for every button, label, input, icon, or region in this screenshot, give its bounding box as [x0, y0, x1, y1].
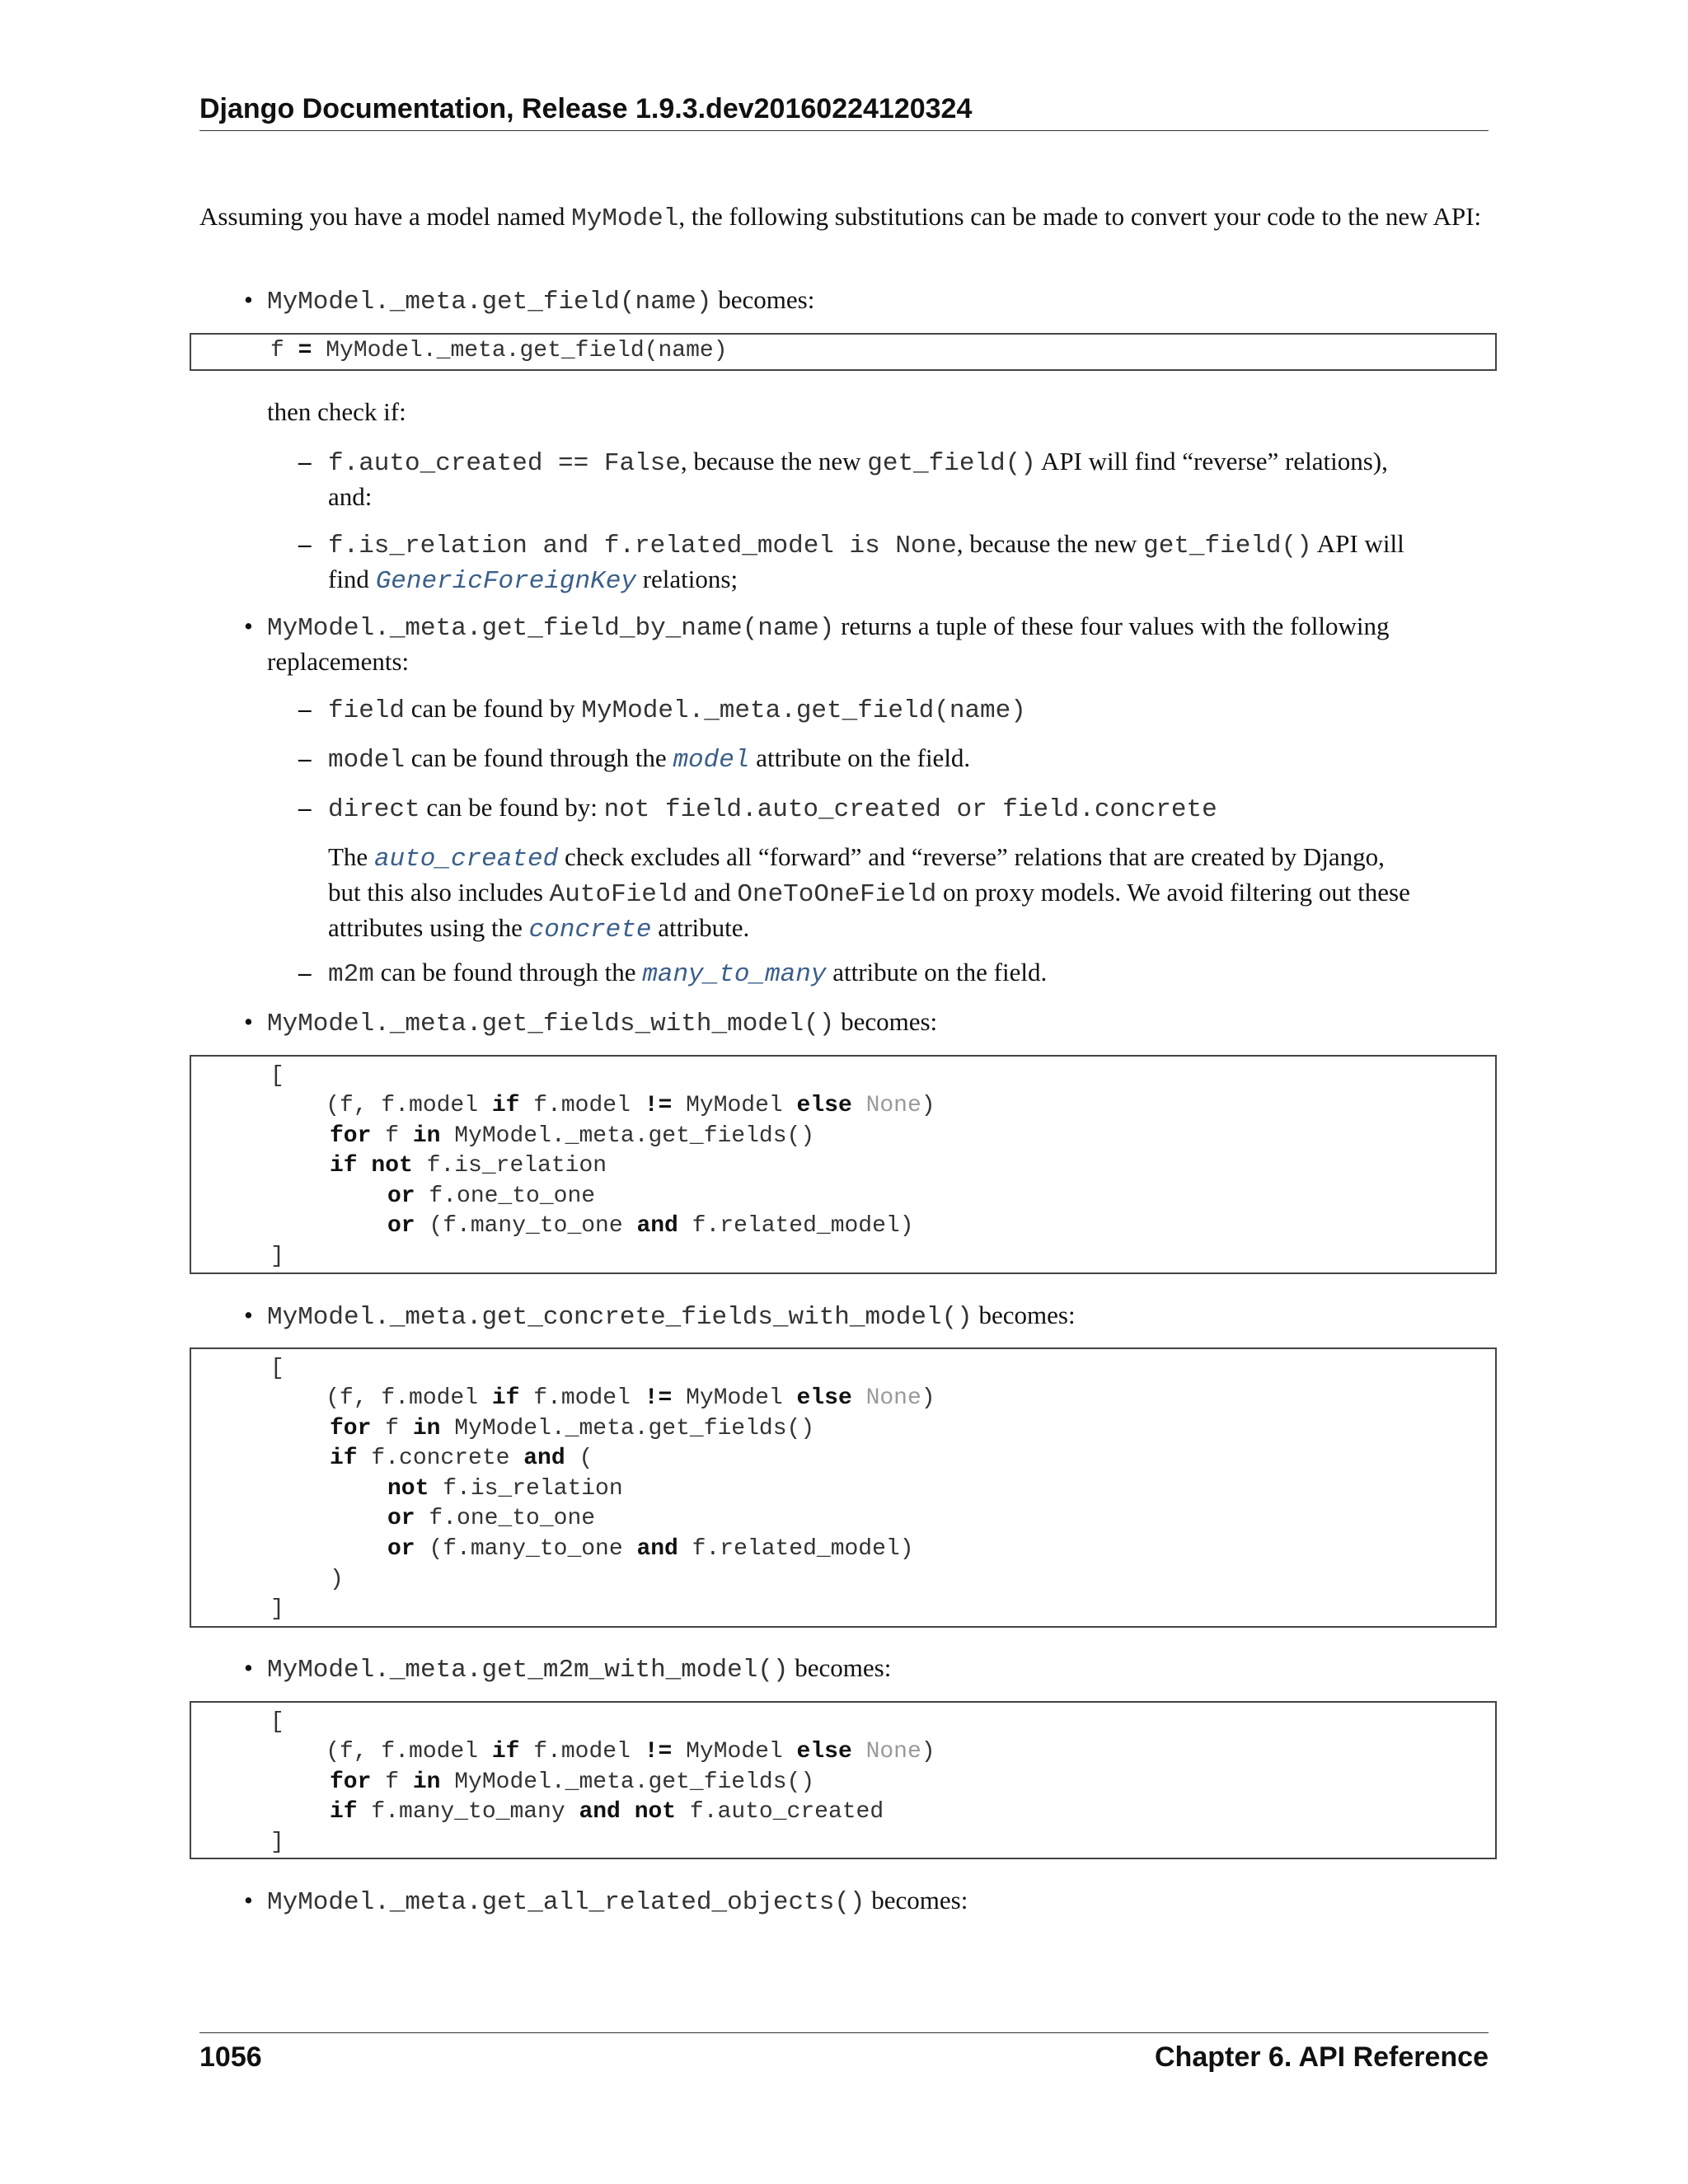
code-block-get-field: f = MyModel._meta.get_field(name): [190, 333, 1497, 371]
intro-paragraph: Assuming you have a model named MyModel, the following substitutions can be made to convert your code to the new API:: [199, 202, 1482, 233]
bullet-get-concrete-fields-with-model: • MyModel._meta.get_concrete_fields_with_model() becomes:: [244, 1301, 1076, 1332]
then-check-text: then check if:: [267, 397, 406, 426]
chapter-title: Chapter 6. API Reference: [1155, 2041, 1489, 2073]
footer-rule: [199, 2032, 1489, 2033]
header-rule: [199, 130, 1489, 131]
code-block-m2m-with-model: [ (f, f.model if f.model != MyModel else None) for f in MyModel._meta.get_fields() if f.many_to_many and not f.auto_created ]: [190, 1701, 1497, 1859]
many-to-many-link[interactable]: many_to_many: [642, 960, 827, 989]
dash-item-m2m: – m2m can be found through the many_to_many attribute on the field.: [298, 958, 1048, 989]
dash-item-model: – model can be found through the model attribute on the field.: [298, 743, 971, 775]
bullet-get-m2m-with-model: • MyModel._meta.get_m2m_with_model() becomes:: [244, 1653, 892, 1685]
bullet-get-field-by-name: • MyModel._meta.get_field_by_name(name) returns a tuple of these four values with the following replacements:: [244, 612, 1390, 676]
dash-item-direct: – direct can be found by: not field.auto_created or field.concrete: [298, 793, 1217, 824]
page-header-title: Django Documentation, Release 1.9.3.dev20160224120324: [199, 93, 973, 124]
dash-item-is-relation: – f.is_relation and f.related_model is None, because the new get_field() API will find GenericForeignKey relations;: [298, 529, 1404, 596]
auto-created-explanation: The auto_created check excludes all “forward” and “reverse” relations that are created by Django, but this also includes AutoField and OneToOneField on proxy models. We avoid filtering out these attributes using the concrete attribute.: [328, 842, 1410, 944]
model-link[interactable]: model: [673, 746, 750, 775]
code-block-concrete-fields-with-model: [ (f, f.model if f.model != MyModel else None) for f in MyModel._meta.get_fields() if f.concrete and ( not f.is_relation or f.one_to_one or (f.many_to_one and f.related_model) ) ]: [190, 1347, 1497, 1628]
bullet-get-field: • MyModel._meta.get_field(name) becomes:: [244, 285, 815, 316]
bullet-get-fields-with-model: • MyModel._meta.get_fields_with_model() becomes:: [244, 1007, 938, 1038]
concrete-link[interactable]: concrete: [528, 916, 652, 944]
code-block-fields-with-model: [ (f, f.model if f.model != MyModel else None) for f in MyModel._meta.get_fields() if not f.is_relation or f.one_to_one or (f.many_to_one and f.related_model) ]: [190, 1055, 1497, 1274]
bullet-get-all-related-objects: • MyModel._meta.get_all_related_objects() becomes:: [244, 1886, 968, 1917]
generic-foreign-key-link[interactable]: GenericForeignKey: [375, 567, 636, 596]
dash-item-auto-created: – f.auto_created == False, because the new get_field() API will find “reverse” relations), and:: [298, 447, 1388, 511]
dash-item-field: – field can be found by MyModel._meta.get_field(name): [298, 694, 1026, 725]
page-number: 1056: [199, 2041, 262, 2073]
auto-created-link[interactable]: auto_created: [373, 845, 559, 874]
